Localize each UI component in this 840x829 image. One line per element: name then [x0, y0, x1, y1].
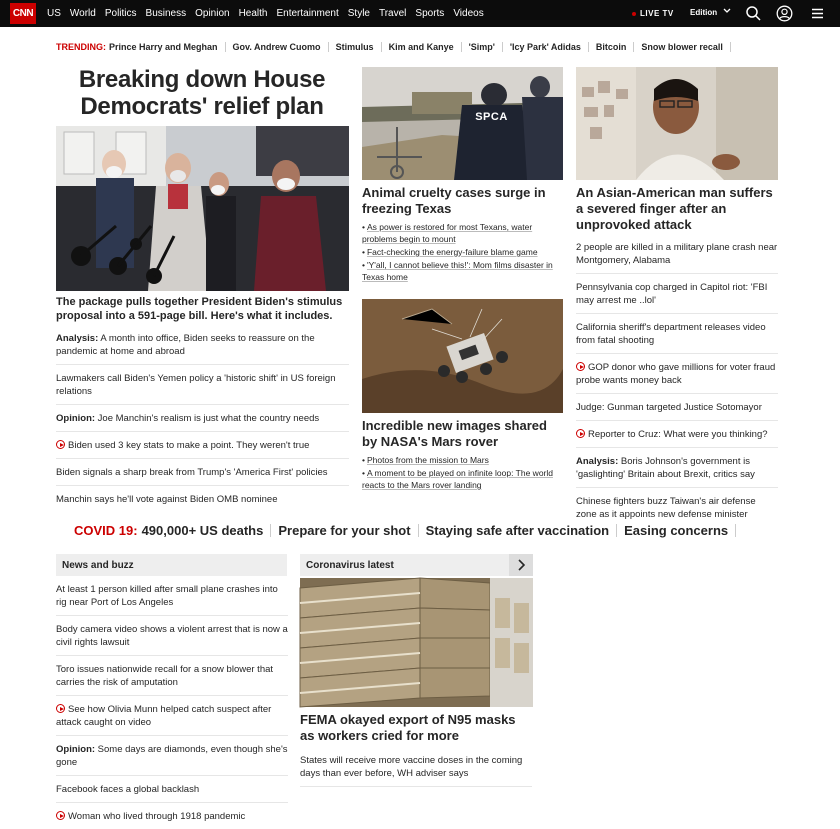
next-button[interactable]: [509, 554, 533, 576]
video-play-icon: [576, 362, 585, 371]
bullet-item[interactable]: • Fact-checking the energy-failure blame game: [362, 247, 538, 257]
bullet-item[interactable]: • Photos from the mission to Mars: [362, 455, 489, 465]
trending-item[interactable]: 'Icy Park' Adidas: [509, 42, 581, 52]
list-item[interactable]: [56, 405, 349, 432]
coronavirus-heading-label: Coronavirus latest: [306, 559, 394, 571]
list-item[interactable]: [576, 314, 778, 354]
right-story-list: [576, 241, 778, 525]
lead-story-list: [56, 331, 349, 512]
story-prefix: Analysis:: [56, 333, 99, 344]
list-item[interactable]: [56, 486, 349, 512]
divider: [588, 42, 589, 52]
story-text: Boris Johnson's government is 'gaslighting' Britain about Brexit, critics say: [576, 456, 755, 480]
card-title[interactable]: An Asian-American man suffers a severed finger after an unprovoked attack: [576, 185, 773, 232]
story-prefix: Opinion:: [56, 744, 96, 755]
divider: [461, 42, 462, 52]
bullet-text: As power is restored for most Texans, water problems begin to mount: [362, 222, 533, 244]
nav-link[interactable]: Politics: [104, 8, 137, 19]
top-nav: [0, 0, 840, 27]
divider: [735, 524, 736, 537]
chevron-right-icon: [517, 559, 525, 571]
story-text: GOP donor who gave millions for voter fraud probe wants money back: [576, 362, 776, 386]
spca-label: SPCA: [475, 111, 508, 123]
bullet-text: Fact-checking the energy-failure blame game: [366, 247, 538, 257]
list-item[interactable]: [56, 776, 288, 803]
list-item[interactable]: [56, 331, 349, 365]
video-play-icon: [56, 704, 65, 713]
warehouse-boxes-photo[interactable]: [300, 578, 533, 707]
list-item[interactable]: [576, 488, 778, 525]
covid-link[interactable]: Staying safe after vaccination: [425, 523, 610, 538]
story-text: Woman who lived through 1918 pandemic: [68, 811, 246, 822]
list-item[interactable]: [576, 421, 778, 448]
divider: [225, 42, 226, 52]
list-item[interactable]: [56, 696, 288, 736]
divider: [270, 524, 271, 537]
divider: [381, 42, 382, 52]
divider: [633, 42, 634, 52]
account-icon[interactable]: [776, 5, 793, 22]
list-item[interactable]: [56, 583, 288, 616]
bullet-item[interactable]: • As power is restored for most Texans, water problems begin to mount: [362, 222, 533, 244]
edition-button[interactable]: [690, 8, 731, 17]
trending-label: TRENDING:: [56, 42, 106, 52]
list-item[interactable]: [576, 448, 778, 488]
bullet-list: [362, 221, 564, 284]
covid-link[interactable]: Prepare for your shot: [278, 523, 411, 538]
nav-link[interactable]: Opinion: [195, 8, 230, 19]
lead-photo-pelosi-press-conference[interactable]: [56, 126, 349, 291]
story-text: See how Olivia Munn helped catch suspect after attack caught on video: [56, 704, 272, 728]
trending-bar: [56, 41, 738, 53]
bullet-text: Photos from the mission to Mars: [366, 455, 489, 465]
trending-item[interactable]: Bitcoin: [595, 42, 627, 52]
chevron-down-icon: [723, 8, 731, 14]
list-item[interactable]: [576, 354, 778, 394]
divider: [418, 524, 419, 537]
story-prefix: Opinion:: [56, 413, 96, 424]
video-play-icon: [56, 440, 65, 449]
list-item[interactable]: [576, 241, 778, 274]
covid-link[interactable]: Easing concerns: [624, 523, 729, 538]
nav-link[interactable]: Entertainment: [276, 8, 339, 19]
card-title[interactable]: Animal cruelty cases surge in freezing Texas: [362, 185, 546, 216]
nav-link[interactable]: US: [47, 8, 61, 19]
nav-link[interactable]: World: [69, 8, 96, 19]
asian-american-man-photo[interactable]: [576, 67, 778, 180]
live-tv-link[interactable]: [632, 9, 674, 18]
covid-link[interactable]: 490,000+ US deaths: [141, 523, 264, 538]
bullet-item[interactable]: • 'Y'all, I cannot believe this!': Mom films disaster in Texas home: [362, 260, 553, 282]
list-item[interactable]: [56, 656, 288, 696]
list-item[interactable]: [576, 394, 778, 421]
card-title[interactable]: FEMA okayed export of N95 masks as workers cried for more: [300, 712, 516, 743]
story-text: Chinese fighters buzz Taiwan's air defense zone as it appoints new defense minister: [576, 496, 756, 520]
cnn-logo[interactable]: CNN: [10, 3, 36, 24]
story-text: A month into office, Biden seeks to reassure on the pandemic at home and abroad: [56, 333, 315, 357]
trending-item[interactable]: Snow blower recall: [641, 42, 723, 52]
divider: [616, 524, 617, 537]
list-item[interactable]: [56, 616, 288, 656]
story-text: Facebook faces a global backlash: [56, 784, 200, 795]
nav-link[interactable]: Business: [145, 8, 187, 19]
story-text: Judge: Gunman targeted Justice Sotomayor: [576, 402, 762, 413]
story-text: Toro issues nationwide recall for a snow blower that carries the risk of amputation: [56, 664, 274, 688]
divider: [328, 42, 329, 52]
coronavirus-heading: [300, 554, 533, 576]
nav-link[interactable]: Travel: [378, 8, 407, 19]
card-title[interactable]: Incredible new images shared by NASA's Mars rover: [362, 418, 547, 449]
story-text: Body camera video shows a violent arrest that is now a civil rights lawsuit: [56, 624, 288, 648]
news-buzz-heading: News and buzz: [56, 554, 287, 576]
bullet-list: [362, 454, 564, 492]
list-item[interactable]: [56, 736, 288, 776]
mars-rover-photo[interactable]: [362, 299, 563, 413]
divider: [730, 42, 731, 52]
video-play-icon: [576, 429, 585, 438]
nav-link[interactable]: Sports: [415, 8, 445, 19]
story-text: 2 people are killed in a military plane crash near Montgomery, Alabama: [576, 242, 778, 266]
story-text: Manchin says he'll vote against Biden OMB nominee: [56, 494, 278, 505]
story-text: Pennsylvania cop charged in Capitol riot: 'FBI may arrest me ..lol': [576, 282, 768, 306]
trending-item[interactable]: Stimulus: [335, 42, 374, 52]
list-item[interactable]: [56, 803, 288, 829]
story-text: At least 1 person killed after small plane crashes into rig near Port of Los Angeles: [56, 584, 278, 608]
trending-item[interactable]: 'Simp': [468, 42, 495, 52]
list-item[interactable]: [56, 459, 349, 486]
story-text: Lawmakers call Biden's Yemen policy a 'historic shift' in US foreign relations: [56, 373, 336, 397]
bullet-text: A moment to be played on infinite loop: The world reacts to the Mars rover landing: [362, 468, 553, 490]
list-item[interactable]: [56, 365, 349, 405]
menu-icon[interactable]: [809, 5, 826, 22]
nav-link[interactable]: Style: [347, 8, 370, 19]
covid-label: COVID 19:: [74, 523, 138, 538]
story-prefix: Analysis:: [576, 456, 619, 467]
covid-bar: [74, 522, 743, 539]
live-tv-label: LIVE TV: [640, 9, 674, 18]
list-item[interactable]: [300, 754, 532, 787]
live-dot-icon: [632, 12, 636, 16]
story-text: Reporter to Cruz: What were you thinking?: [588, 429, 768, 440]
story-text: California sheriff's department releases video from fatal shooting: [576, 322, 766, 346]
coronavirus-story-list: [300, 754, 532, 787]
nav-link[interactable]: Videos: [453, 8, 484, 19]
video-play-icon: [56, 811, 65, 820]
edition-label: Edition: [690, 8, 718, 17]
story-text: Some days are diamonds, even though she's gone: [56, 744, 288, 768]
trending-item[interactable]: Gov. Andrew Cuomo: [232, 42, 321, 52]
divider: [502, 42, 503, 52]
trending-item[interactable]: Prince Harry and Meghan: [109, 42, 218, 52]
nav-link[interactable]: Health: [238, 8, 268, 19]
lead-headline[interactable]: Breaking down House Democrats' relief plan: [78, 66, 326, 120]
nav-links: [47, 0, 484, 27]
list-item[interactable]: [56, 432, 349, 459]
search-icon[interactable]: [745, 5, 762, 22]
list-item[interactable]: [576, 274, 778, 314]
news-buzz-list: [56, 583, 288, 829]
story-text: Biden used 3 key stats to make a point. They weren't true: [68, 440, 310, 451]
bullet-item[interactable]: • A moment to be played on infinite loop: The world reacts to the Mars rover landing: [362, 468, 553, 490]
bullet-text: 'Y'all, I cannot believe this!': Mom films disaster in Texas home: [362, 260, 553, 282]
story-text: States will receive more vaccine doses in the coming days than ever before, WH adviser says: [300, 755, 523, 779]
spca-photo[interactable]: [362, 67, 563, 180]
trending-item[interactable]: Kim and Kanye: [388, 42, 454, 52]
story-text: Biden signals a sharp break from Trump's 'America First' policies: [56, 467, 328, 478]
lead-caption[interactable]: The package pulls together President Biden's stimulus proposal into a 591-page bill. Here's what it includes.: [56, 296, 343, 322]
story-text: Joe Manchin's realism is just what the country needs: [95, 413, 320, 424]
